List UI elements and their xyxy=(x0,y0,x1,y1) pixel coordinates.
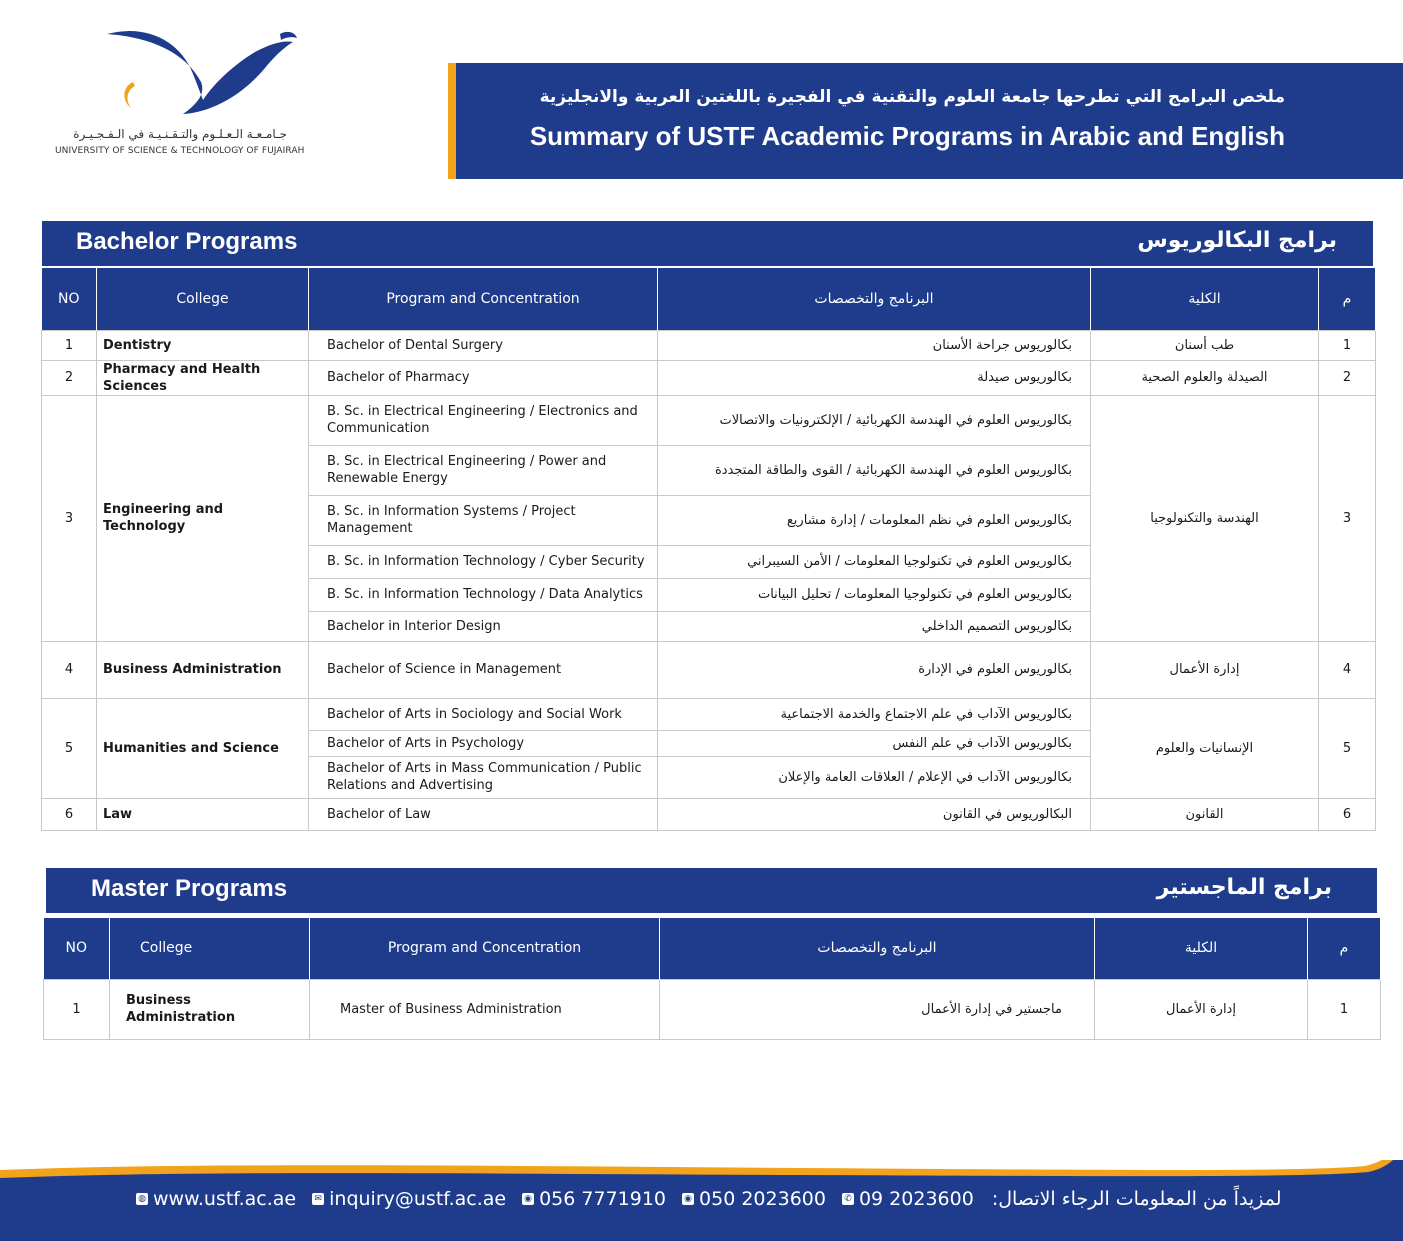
row-program-en: Master of Business Administration xyxy=(310,979,660,1039)
header-program-en: Program and Concentration xyxy=(309,268,658,330)
row-program-ar: بكالوريوس صيدلة xyxy=(658,360,1091,395)
row-college: Business Administration xyxy=(97,641,309,698)
row-college-ar: طب أسنان xyxy=(1091,330,1319,360)
row-program-ar: بكالوريوس التصميم الداخلي xyxy=(658,611,1091,641)
table-row xyxy=(42,798,1376,830)
phone2-link[interactable]: ◉ 050 2023600 xyxy=(682,1188,826,1210)
row-program-en: Bachelor of Science in Management xyxy=(309,641,658,698)
table-row xyxy=(42,698,1376,730)
footer-contacts xyxy=(136,1188,1282,1210)
header-title-arabic: ملخص البرامج التي تطرحها جامعة العلوم والتقنية في الفجيرة باللغتين العربية والانجليزية xyxy=(539,87,1285,107)
row-college: Dentistry xyxy=(97,330,309,360)
row-no: 1 xyxy=(44,979,110,1039)
master-header-row xyxy=(44,918,1381,979)
footer-prompt-arabic: لمزيداً من المعلومات الرجاء الاتصال: xyxy=(991,1188,1282,1210)
email-link[interactable]: ✉ inquiry@ustf.ac.ae xyxy=(312,1188,506,1210)
header-no: NO xyxy=(42,268,97,330)
row-no: 4 xyxy=(42,641,97,698)
envelope-icon: ✉ xyxy=(312,1193,324,1205)
row-program-en: Bachelor of Law xyxy=(309,798,658,830)
row-no-ar: 1 xyxy=(1319,330,1376,360)
phone1-link[interactable]: ✆ 09 2023600 xyxy=(842,1188,974,1210)
master-programs-table xyxy=(43,918,1381,1040)
table-row xyxy=(42,641,1376,698)
row-no-ar: 3 xyxy=(1319,395,1376,641)
row-college-ar: الهندسة والتكنولوجيا xyxy=(1091,395,1319,641)
bird-logo-icon xyxy=(105,22,305,122)
row-program-en: Bachelor of Dental Surgery xyxy=(309,330,658,360)
bachelor-programs-table xyxy=(41,268,1376,831)
row-no-ar: 4 xyxy=(1319,641,1376,698)
row-program-en: Bachelor of Pharmacy xyxy=(309,360,658,395)
row-program-en: Bachelor of Arts in Mass Communication / Public Relations and Advertising xyxy=(309,756,658,798)
row-program-en: B. Sc. in Electrical Engineering / Electronics and Communication xyxy=(309,395,658,445)
header-no-ar: م xyxy=(1319,268,1376,330)
row-program-en: B. Sc. in Information Systems / Project Management xyxy=(309,495,658,545)
row-college: Business Administration xyxy=(110,979,310,1039)
logo-english-name: UNIVERSITY OF SCIENCE & TECHNOLOGY OF FUJAIRAH xyxy=(55,146,305,156)
table-row xyxy=(42,330,1376,360)
row-program-en: B. Sc. in Information Technology / Cyber Security xyxy=(309,545,658,578)
header-college-ar: الكلية xyxy=(1095,918,1308,979)
row-no: 3 xyxy=(42,395,97,641)
row-no-ar: 2 xyxy=(1319,360,1376,395)
row-program-ar: بكالوريوس العلوم في الهندسة الكهربائية / القوى والطاقة المتجددة xyxy=(658,445,1091,495)
bachelor-section-bar xyxy=(42,221,1373,266)
table-row xyxy=(42,360,1376,395)
bachelor-title-arabic: برامج البكالوريوس xyxy=(1137,228,1337,253)
row-program-ar: بكالوريوس العلوم في نظم المعلومات / إدارة مشاريع xyxy=(658,495,1091,545)
header-college: College xyxy=(110,918,310,979)
row-college: Pharmacy and Health Sciences xyxy=(97,360,309,395)
footer xyxy=(0,1160,1403,1241)
row-no: 5 xyxy=(42,698,97,798)
header-title-english: Summary of USTF Academic Programs in Arabic and English xyxy=(529,121,1285,151)
header-no-ar: م xyxy=(1308,918,1381,979)
header-banner xyxy=(448,63,1403,179)
row-no-ar: 1 xyxy=(1308,979,1381,1039)
row-program-ar: بكالوريوس الآداب في علم الاجتماع والخدمة الاجتماعية xyxy=(658,698,1091,730)
row-college-ar: الإنسانيات والعلوم xyxy=(1091,698,1319,798)
bachelor-title-english: Bachelor Programs xyxy=(76,228,298,255)
row-program-ar: البكالوريوس في القانون xyxy=(658,798,1091,830)
row-program-ar: ماجستير في إدارة الأعمال xyxy=(660,979,1095,1039)
header-program-en: Program and Concentration xyxy=(310,918,660,979)
row-college: Law xyxy=(97,798,309,830)
phone-icon: ✆ xyxy=(842,1193,854,1205)
row-program-en: Bachelor of Arts in Psychology xyxy=(309,730,658,756)
row-college-ar: الصيدلة والعلوم الصحية xyxy=(1091,360,1319,395)
row-program-ar: بكالوريوس العلوم في تكنولوجيا المعلومات / الأمن السيبراني xyxy=(658,545,1091,578)
table-row xyxy=(42,395,1376,445)
row-program-ar: بكالوريوس الآداب في علم النفس xyxy=(658,730,1091,756)
row-no-ar: 6 xyxy=(1319,798,1376,830)
logo-arabic-name: جـامـعـة الـعـلـوم والتـقـنـيـة في الـفـجـيـرة xyxy=(73,127,287,141)
row-college-ar: إدارة الأعمال xyxy=(1091,641,1319,698)
row-program-en: B. Sc. in Electrical Engineering / Power and Renewable Energy xyxy=(309,445,658,495)
row-college-ar: إدارة الأعمال xyxy=(1095,979,1308,1039)
row-program-ar: بكالوريوس العلوم في تكنولوجيا المعلومات / تحليل البيانات xyxy=(658,578,1091,611)
row-program-en: Bachelor in Interior Design xyxy=(309,611,658,641)
header-college-ar: الكلية xyxy=(1091,268,1319,330)
row-program-ar: بكالوريوس الآداب في الإعلام / العلاقات العامة والإعلان xyxy=(658,756,1091,798)
master-section-bar xyxy=(46,868,1377,913)
row-program-ar: بكالوريوس العلوم في الهندسة الكهربائية / الإلكترونيات والاتصالات xyxy=(658,395,1091,445)
table-row xyxy=(44,979,1381,1039)
whatsapp-icon: ◉ xyxy=(522,1193,534,1205)
row-college: Engineering and Technology xyxy=(97,395,309,641)
row-college-ar: القانون xyxy=(1091,798,1319,830)
row-program-en: B. Sc. in Information Technology / Data Analytics xyxy=(309,578,658,611)
whatsapp-icon: ◉ xyxy=(682,1193,694,1205)
header-no: NO xyxy=(44,918,110,979)
master-title-english: Master Programs xyxy=(91,875,288,902)
website-link[interactable]: ◍ www.ustf.ac.ae xyxy=(136,1188,296,1210)
header-program-ar: البرنامج والتخصصات xyxy=(660,918,1095,979)
row-no: 6 xyxy=(42,798,97,830)
row-program-ar: بكالوريوس العلوم في الإدارة xyxy=(658,641,1091,698)
university-logo xyxy=(55,22,315,162)
row-program-ar: بكالوريوس جراحة الأسنان xyxy=(658,330,1091,360)
header-college: College xyxy=(97,268,309,330)
globe-icon: ◍ xyxy=(136,1193,148,1205)
phone3-link[interactable]: ◉ 056 7771910 xyxy=(522,1188,666,1210)
bachelor-header-row xyxy=(42,268,1376,330)
master-title-arabic: برامج الماجستير xyxy=(1156,875,1332,900)
row-no: 1 xyxy=(42,330,97,360)
row-college: Humanities and Science xyxy=(97,698,309,798)
row-no-ar: 5 xyxy=(1319,698,1376,798)
row-no: 2 xyxy=(42,360,97,395)
header-program-ar: البرنامج والتخصصات xyxy=(658,268,1091,330)
row-program-en: Bachelor of Arts in Sociology and Social Work xyxy=(309,698,658,730)
